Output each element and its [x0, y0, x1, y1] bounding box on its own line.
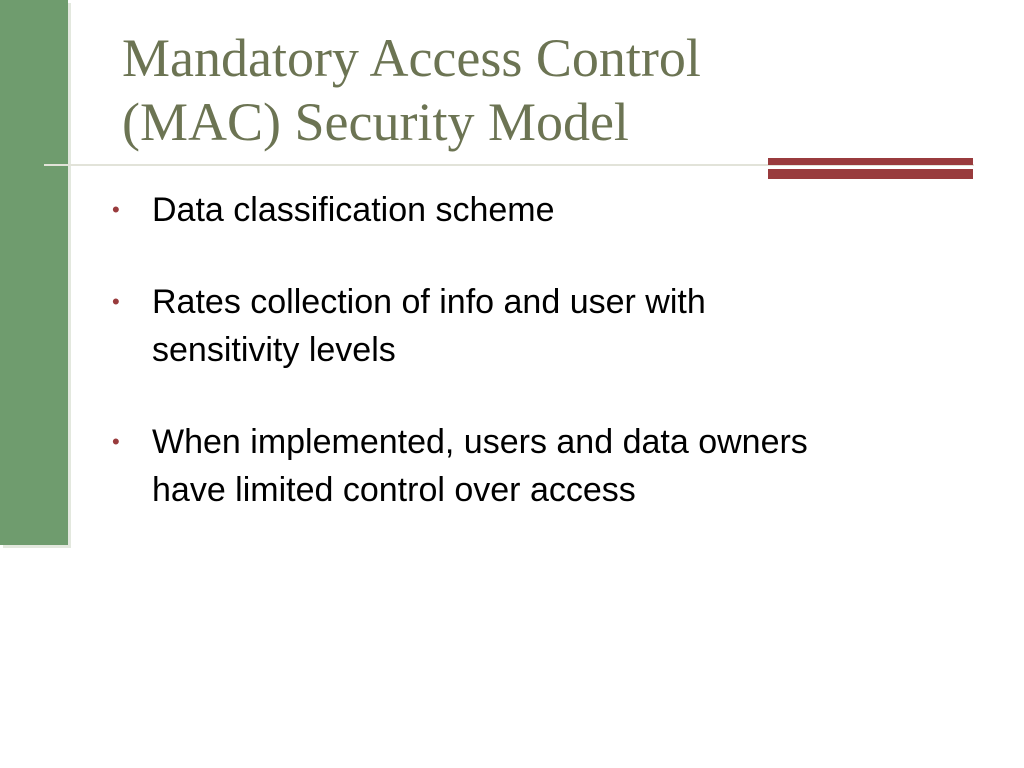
bullet-text: have limited control over access — [152, 471, 636, 509]
bullet-text: Data classification scheme — [152, 191, 555, 229]
bullet-icon: • — [112, 429, 120, 454]
slide-title — [122, 26, 882, 154]
green-sidebar-decoration — [0, 0, 68, 545]
accent-bar-bottom — [768, 169, 973, 179]
bullet-item — [112, 418, 962, 514]
bullet-text: Rates collection of info and user with — [152, 283, 706, 321]
accent-bars-decoration — [768, 158, 973, 180]
bullet-item — [112, 278, 962, 374]
bullet-text: When implemented, users and data owners — [152, 423, 808, 461]
bullet-icon: • — [112, 197, 120, 222]
bullet-list — [112, 186, 962, 558]
bullet-icon: • — [112, 289, 120, 314]
title-line: (MAC) Security Model — [122, 92, 629, 152]
accent-bar-top — [768, 158, 973, 165]
title-line: Mandatory Access Control — [122, 28, 701, 88]
bullet-item — [112, 186, 962, 234]
bullet-text: sensitivity levels — [152, 331, 396, 369]
